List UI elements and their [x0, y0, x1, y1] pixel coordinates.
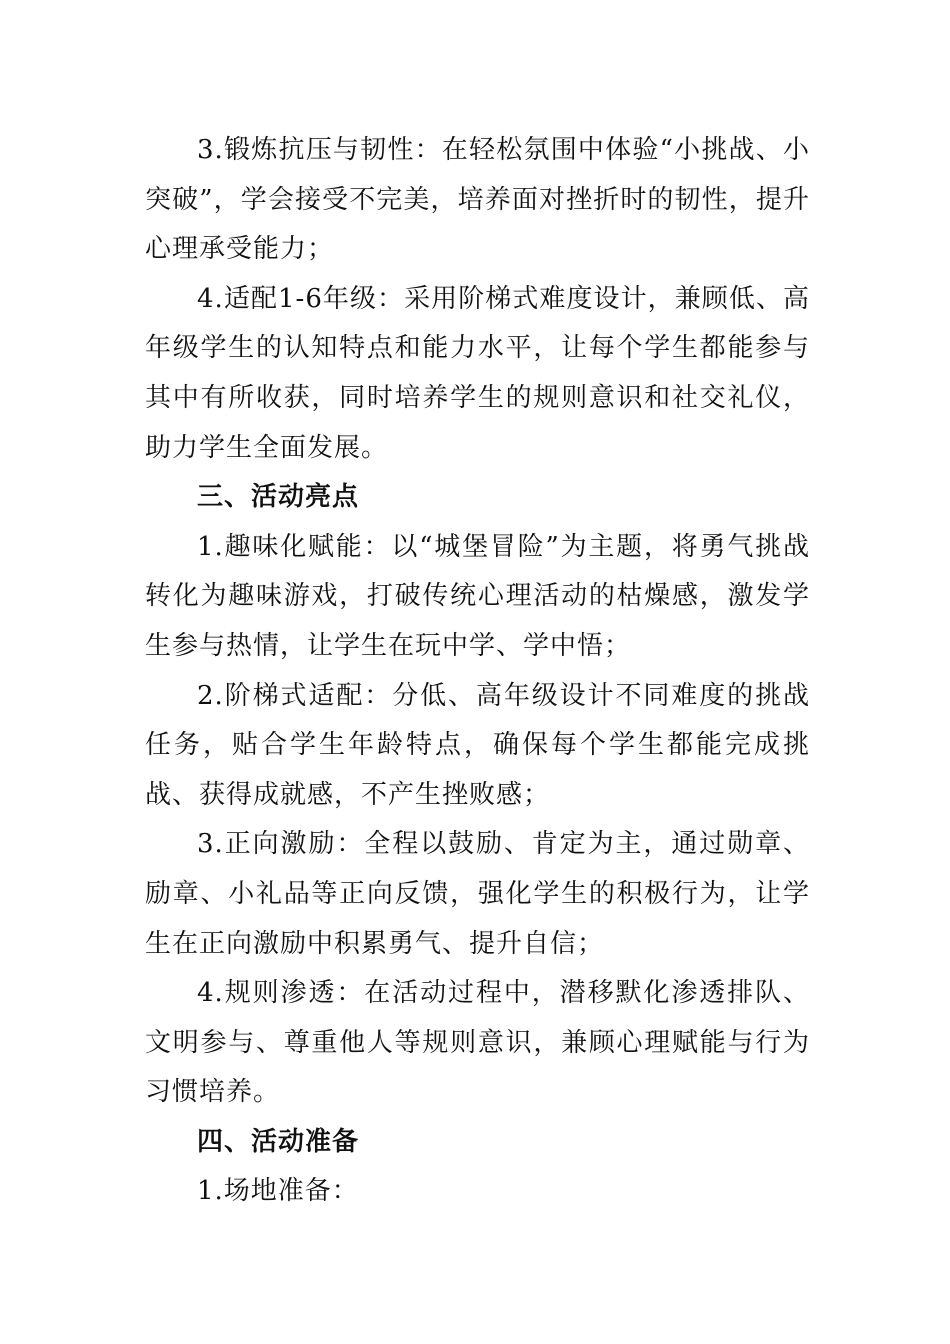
paragraph-resilience: 3.锻炼抗压与韧性：在轻松氛围中体验“小挑战、小突破”，学会接受不完美，培养面对挫折时的韧性，提升心理承受能力； — [145, 135, 810, 265]
paragraph-venue-preparation: 1.场地准备： — [197, 1176, 359, 1207]
document-body — [145, 126, 810, 1217]
paragraph-rule-infiltration: 4.规则渗透：在活动过程中，潜移默化渗透排队、文明参与、尊重他人等规则意识，兼顾心理赋能与行为习惯培养。 — [145, 978, 810, 1108]
paragraph-fun-empowerment: 1.趣味化赋能：以“城堡冒险”为主题，将勇气挑战转化为趣味游戏，打破传统心理活动的枯燥感，激发学生参与热情，让学生在玩中学、学中悟； — [145, 531, 810, 661]
paragraph-positive-incentive: 3.正向激励：全程以鼓励、肯定为主，通过勋章、励章、小礼品等正向反馈，强化学生的积极行为，让学生在正向激励中积累勇气、提升自信； — [145, 829, 810, 959]
section-heading-highlights: 三、活动亮点 — [197, 482, 360, 513]
paragraph-tiered-adaptation: 2.阶梯式适配：分低、高年级设计不同难度的挑战任务，贴合学生年龄特点，确保每个学生都能完成挑战、获得成就感，不产生挫败感； — [145, 680, 810, 810]
paragraph-grade-adaptation: 4.适配1-6年级：采用阶梯式难度设计，兼顾低、高年级学生的认知特点和能力水平，让每个学生都能参与其中有所收获，同时培养学生的规则意识和社交礼仪，助力学生全面发展。 — [145, 283, 810, 463]
section-heading-preparation: 四、活动准备 — [197, 1126, 360, 1157]
